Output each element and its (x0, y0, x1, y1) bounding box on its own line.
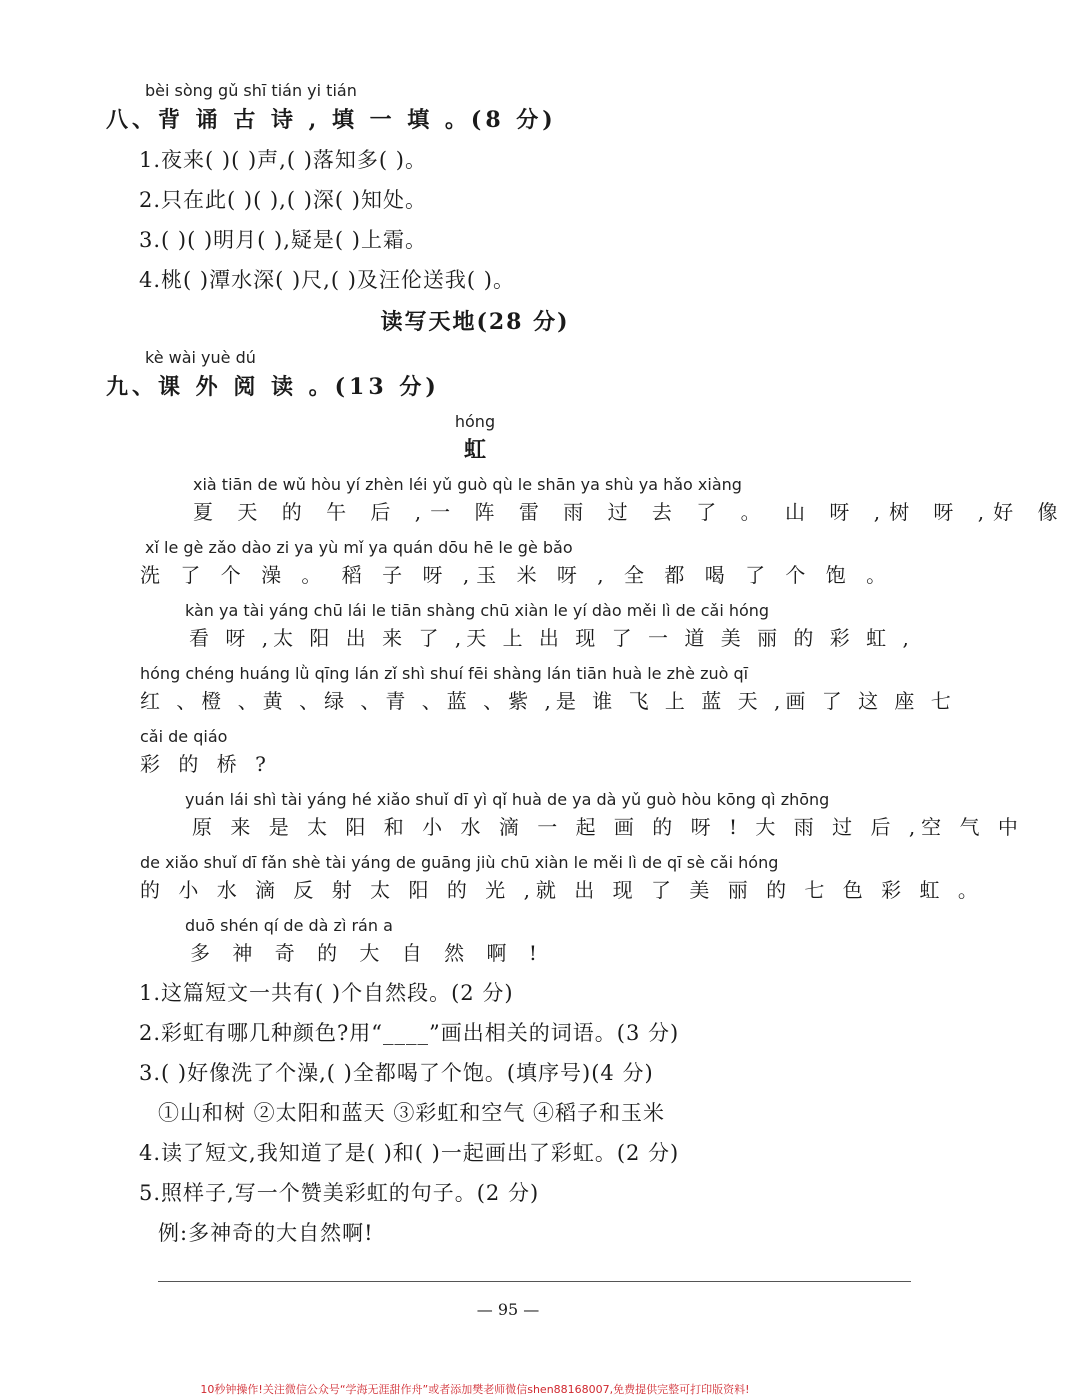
passage-line-7: 的 小 水 滴 反 射 太 阳 的 光 ,就 出 现 了 美 丽 的 七 色 彩 虹 。 (140, 878, 984, 902)
passage-line-1-pinyin: xià tiān de wǔ hòu yí zhèn léi yǔ guò qù le shān ya shù ya hǎo xiàng (193, 475, 742, 494)
question-2: 2.彩虹有哪几种颜色?用“____”画出相关的词语。(3 分) (139, 1021, 680, 1045)
passage-line-6-pinyin: yuán lái shì tài yáng hé xiǎo shuǐ dī yì qǐ huà de ya dà yǔ guò hòu kōng qì zhōng (185, 790, 830, 809)
passage-line-5: 彩 的 桥 ? (140, 752, 272, 776)
reading-section-heading: 读写天地(28 分) (380, 309, 570, 335)
passage-line-7-pinyin: de xiǎo shuǐ dī fǎn shè tài yáng de guāng jiù chū xiàn le měi lì de qī sè cǎi hóng (140, 853, 779, 872)
footer-divider (158, 1281, 911, 1282)
section9-pinyin: kè wài yuè dú (145, 348, 256, 367)
passage-line-3: 看 呀 ,太 阳 出 来 了 ,天 上 出 现 了 一 道 美 丽 的 彩 虹 , (189, 626, 914, 650)
passage-line-4: 红 、橙 、黄 、绿 、青 、蓝 、紫 ,是 谁 飞 上 蓝 天 ,画 了 这 座 七 (140, 689, 956, 713)
passage-line-6: 原 来 是 太 阳 和 小 水 滴 一 起 画 的 呀 ! 大 雨 过 后 ,空 气 中 (192, 815, 1024, 839)
passage-title-pinyin: hóng (454, 412, 496, 431)
poem-item-1: 1.夜来( )( )声,( )落知多( )。 (139, 148, 427, 172)
question-3-options: ①山和树 ②太阳和蓝天 ③彩虹和空气 ④稻子和玉米 (158, 1101, 666, 1125)
question-1: 1.这篇短文一共有( )个自然段。(2 分) (139, 981, 514, 1005)
page-number: — 95 — (476, 1300, 540, 1319)
passage-line-3-pinyin: kàn ya tài yáng chū lái le tiān shàng chū xiàn le yí dào měi lì de cǎi hóng (185, 601, 770, 620)
question-5: 5.照样子,写一个赞美彩虹的句子。(2 分) (139, 1181, 540, 1205)
question-5-example: 例:多神奇的大自然啊! (158, 1221, 374, 1245)
passage-line-1: 夏 天 的 午 后 ,一 阵 雷 雨 过 去 了 。 山 呀 ,树 呀 ,好 像 (193, 500, 1067, 524)
footer-note: 10秒钟操作!关注微信公众号“学海无涯甜作舟”或者添加樊老师微信shen88168007,免费提供完整可打印版资料! (200, 1383, 750, 1396)
section8-pinyin: bèi sòng gǔ shī tián yi tián (145, 81, 357, 100)
passage-line-2-pinyin: xǐ le gè zǎo dào zi ya yù mǐ ya quán dōu hē le gè bǎo (145, 538, 573, 557)
poem-item-4: 4.桃( )潭水深( )尺,( )及汪伦送我( )。 (139, 268, 515, 292)
question-3: 3.( )好像洗了个澡,( )全都喝了个饱。(填序号)(4 分) (139, 1061, 654, 1085)
poem-item-3: 3.( )( )明月( ),疑是( )上霜。 (139, 228, 427, 252)
passage-line-8-pinyin: duō shén qí de dà zì rán a (185, 916, 393, 935)
section9-title: 九、课 外 阅 读 。(13 分) (106, 374, 440, 400)
poem-item-2: 2.只在此( )( ),( )深( )知处。 (139, 188, 427, 212)
section8-title: 八、背 诵 古 诗 , 填 一 填 。(8 分) (106, 107, 557, 133)
passage-line-5-pinyin: cǎi de qiáo (140, 727, 228, 746)
passage-line-8: 多 神 奇 的 大 自 然 啊 ! (190, 941, 545, 965)
passage-title: 虹 (463, 437, 486, 463)
passage-line-2: 洗 了 个 澡 。 稻 子 呀 ,玉 米 呀 , 全 都 喝 了 个 饱 。 (140, 563, 894, 587)
question-4: 4.读了短文,我知道了是( )和( )一起画出了彩虹。(2 分) (139, 1141, 680, 1165)
passage-line-4-pinyin: hóng chéng huáng lǜ qīng lán zǐ shì shuí fēi shàng lán tiān huà le zhè zuò qī (140, 664, 749, 683)
